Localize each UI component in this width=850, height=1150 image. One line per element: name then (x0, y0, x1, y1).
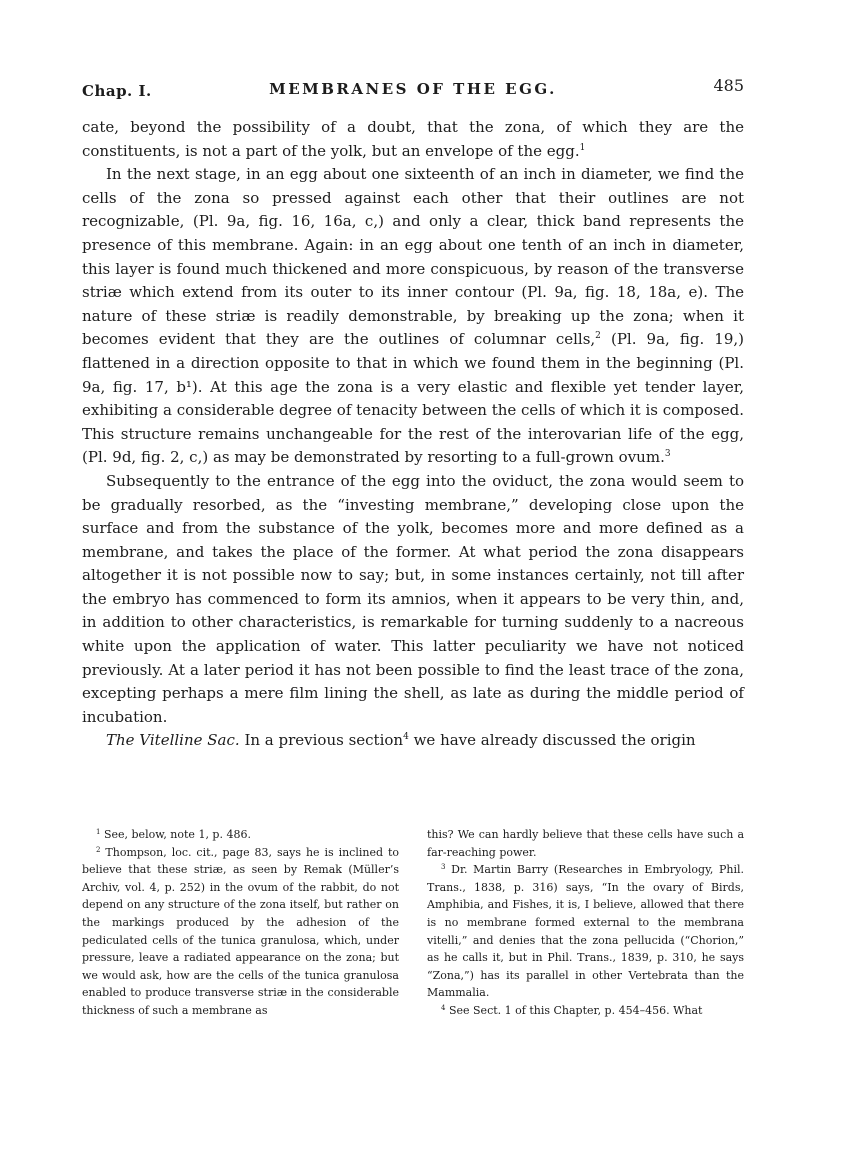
footnote-4-text: See Sect. 1 of this Chapter, p. 454–456. What (445, 1003, 703, 1017)
paragraph-1 (82, 116, 744, 163)
paragraph-2-text-b: (Pl. 9a, fig. 19,) flattened in a direction opposite to that in which we found them in the beginning (Pl. 9a, fig. 17, b¹). At this age the zona is a very elastic and flexible yet tender layer, exhibiting a considerable degree of tenacity between the cells of which it is composed. This structure remains unchangeable for the rest of the interovarian life of the egg, (Pl. 9d, fig. 2, c,) as may be demonstrated by resorting to a full-grown ovum. (82, 330, 744, 467)
footnote-2-continued (427, 826, 744, 861)
paragraph-4 (82, 729, 744, 753)
paragraph-1-text: cate, beyond the possibility of a doubt, that the zona, of which they are the constituents, is not a part of the yolk, but an envelope of the egg. (82, 118, 744, 160)
footnote-ref-2: 2 (595, 331, 601, 342)
footnotes-left-column (82, 826, 399, 1020)
section-heading: The Vitelline Sac. (106, 731, 240, 750)
footnote-3-text: Dr. Martin Barry (Researches in Embryology, Phil. Trans., 1838, p. 316) says, “In the ovary of Birds, Amphibia, and Fishes, it is, I believe, allowed that there is no membrane formed external to the membrana vitelli,” and denies that the zona pellucida (“Chorion,” as he calls it, but in Phil. Trans., 1839, p. 310, he says “Zona,”) has its parallel in other Vertebrata than the Mammalia. (427, 863, 744, 1000)
footnote-3 (427, 861, 744, 1002)
paragraph-2-text-a: In the next stage, in an egg about one sixteenth of an inch in diameter, we find the cells of the zona so pressed against each other that their outlines are not recognizable, (Pl. 9a, fig. 16, 16a, c,) and only a clear, thick band represents the presence of this membrane. Again: in an egg about one tenth of an inch in diameter, this layer is found much thickened and more conspicuous, by reason of the transverse striæ which extend from its outer to its inner contour (Pl. 9a, fig. 18, 18a, e). The nature of these striæ is readily demonstrable, by breaking up the zona; when it becomes evident that they are the outlines of columnar cells, (82, 165, 744, 349)
footnote-ref-3: 3 (664, 449, 671, 460)
paragraph-4-text-a: In a previous section (239, 731, 404, 750)
footnote-4-mark: 4 (441, 1003, 446, 1012)
footnote-ref-4: 4 (403, 732, 409, 743)
chapter-label: Chap. I. (82, 82, 152, 100)
footnotes (82, 826, 744, 1066)
footnotes-right-column (427, 826, 744, 1020)
footnote-1-text: See, below, note 1, p. 486. (100, 828, 251, 841)
footnote-4 (427, 1002, 744, 1020)
footnote-2 (82, 844, 399, 1020)
footnote-1 (82, 826, 399, 844)
main-text (82, 116, 744, 753)
footnote-2-mark: 2 (96, 845, 101, 854)
footnote-ref-1: 1 (579, 142, 586, 153)
paragraph-3-text: Subsequently to the entrance of the egg into the oviduct, the zona would seem to be gradually resorbed, as the “investing membrane,” developing close upon the surface and from the substance of the yolk, becomes more and more defined as a membrane, and takes the place of the former. At what period the zona disappears altogether it is not possible now to say; but, in some instances certainly, not till after the embryo has commenced to form its amnios, when it appears to be very thin, and, in addition to other characteristics, is remarkable for turning suddenly to a nacreous white upon the application of water. This latter peculiarity we have not noticed previously. At a later period it has not been possible to find the least trace of the zona, excepting perhaps a mere film lining the shell, as late as during the middle period of incubation. (82, 471, 744, 726)
footnote-2-continued-text: this? We can hardly believe that these cells have such a far-reaching power. (427, 828, 744, 859)
running-title: MEMBRANES OF THE EGG. (269, 80, 557, 98)
page-number: 485 (713, 76, 744, 95)
footnote-1-mark: 1 (96, 828, 101, 836)
running-head (82, 76, 744, 102)
footnote-2-text: Thompson, loc. cit., page 83, says he is inclined to believe that these striæ, as seen by Remak (Müller’s Archiv, vol. 4, p. 252) in the ovum of the rabbit, do not depend on any structure of the zona itself, but rather on the markings produced by the adhesion of the pediculated cells of the tunica granulosa, which, under pressure, leave a radiated appearance on the zona; but we would ask, how are the cells of the tunica granulosa enabled to produce transverse striæ in the considerable thickness of such a membrane as (82, 845, 399, 1017)
paragraph-2 (82, 163, 744, 470)
paragraph-4-text-b: we have already discussed the origin (408, 731, 696, 750)
paragraph-3 (82, 470, 744, 730)
footnote-3-mark: 3 (441, 863, 446, 872)
